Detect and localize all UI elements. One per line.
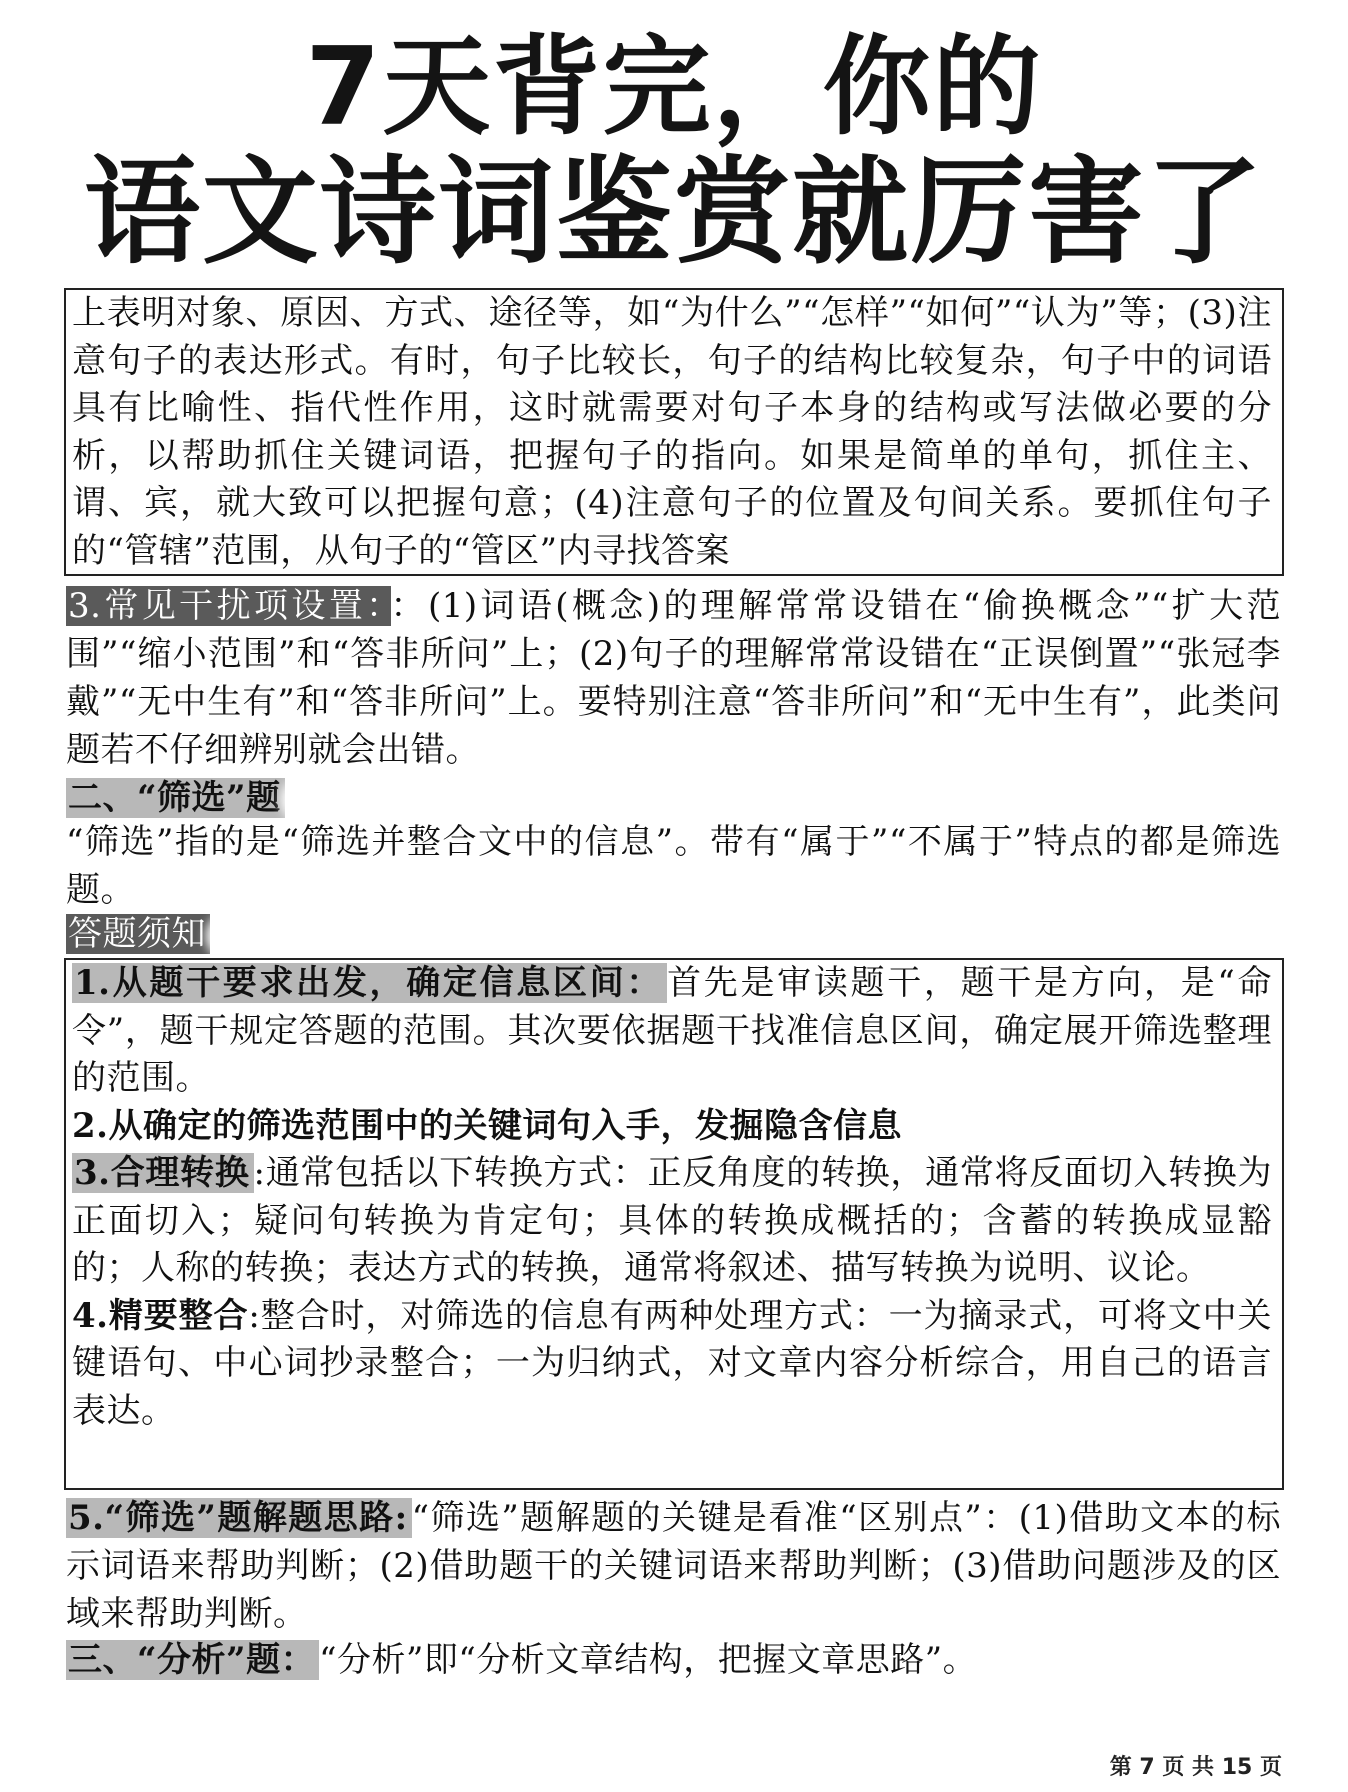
banner-line-2: 语文诗词鉴赏就厉害了: [84, 145, 1264, 280]
item-4-text: :整合时，对筛选的信息有两种处理方式：一为摘录式，可将文中关键语句、中心词抄录整合；一为归纳式，对文章内容分析综合，用自己的语言表达。: [72, 1295, 1273, 1431]
item-1-heading: 1.从题干要求出发，确定信息区间：: [72, 963, 667, 1003]
section-3-heading: 3.常见干扰项设置：: [66, 586, 391, 626]
item-3-heading: 3.合理转换: [72, 1153, 254, 1193]
notice-heading: 答题须知: [66, 914, 210, 954]
passage-1-text: 上表明对象、原因、方式、途径等，如“为什么”“怎样”“如何”“认为”等；(3)注意句子的表达形式。有时，句子比较长，句子的结构比较复杂，句子中的词语具有比喻性、指代性作用，这时就需要对句子本身的结构或写法做必要的分析，以帮助抓住关键词语，把握句子的指向。如果是简单的单句，抓住主、谓、宾，就大致可以把握句意；(4)注意句子的位置及句间关系。要抓住句子的“管辖”范围，从句子的“管区”内寻找答案: [72, 293, 1272, 571]
banner-line-1: 7天背完，你的: [305, 25, 1043, 150]
section-5-text: “筛选”题解题的关键是看准“区别点”：(1)借助文本的标示词语来帮助判断；(2)借助题干的关键词语来帮助判断；(3)借助问题涉及的区域来帮助判断。: [66, 1498, 1281, 1634]
notice-heading-row: [66, 910, 1281, 958]
section-distractors: [66, 582, 1281, 774]
part-2-heading: 二、“筛选”题: [66, 778, 285, 818]
part-3: [66, 1636, 1281, 1684]
section-3-text: ：(1)词语(概念)的理解常常设错在“偷换概念”“扩大范围”“缩小范围”和“答非所问”上；(2)句子的理解常常设错在“正误倒置”“张冠李戴”“无中生有”和“答非所问”上。要特别注意“答非所问”和“无中生有”，此类问题若不仔细辨别就会出错。: [66, 586, 1281, 770]
item-1-text: 首先是审读题干，题干是方向，是“命令”，题干规定答题的范围。其次要依据题干找准信息区间，确定展开筛选整理的范围。: [72, 963, 1272, 1098]
redaction-mark: [285, 780, 645, 820]
item-4-heading: 4.精要整合: [72, 1295, 249, 1336]
item-3-text: :通常包括以下转换方式：正反角度的转换，通常将反面切入转换为正面切入；疑问句转换为肯定句；具体的转换成概括的；含蓄的转换成显豁的；人称的转换；表达方式的转换，通常将叙述、描写转换为说明、议论。: [72, 1153, 1272, 1288]
section-5-heading: 5.“筛选”题解题思路:: [66, 1498, 412, 1538]
part-3-heading: 三、“分析”题：: [66, 1640, 319, 1680]
part-2-intro-text: “筛选”指的是“筛选并整合文中的信息”。带有“属于”“不属于”特点的都是筛选题。: [66, 822, 1281, 910]
part-2-heading-row: [66, 774, 1281, 822]
redaction-mark: [210, 916, 690, 956]
part-2-intro: [66, 818, 1281, 914]
bordered-passage-2: [64, 958, 1284, 1490]
part-3-text: “分析”即“分析文章结构，把握文章思路”。: [319, 1640, 978, 1680]
page-number: 第 7 页 共 15 页: [1109, 1755, 1282, 1780]
item-2-text: 2.从确定的筛选范围中的关键词句入手，发掘隐含信息: [72, 1105, 902, 1146]
bordered-passage-1: [64, 288, 1284, 576]
banner-title: [60, 25, 1288, 280]
section-5: [66, 1494, 1281, 1638]
